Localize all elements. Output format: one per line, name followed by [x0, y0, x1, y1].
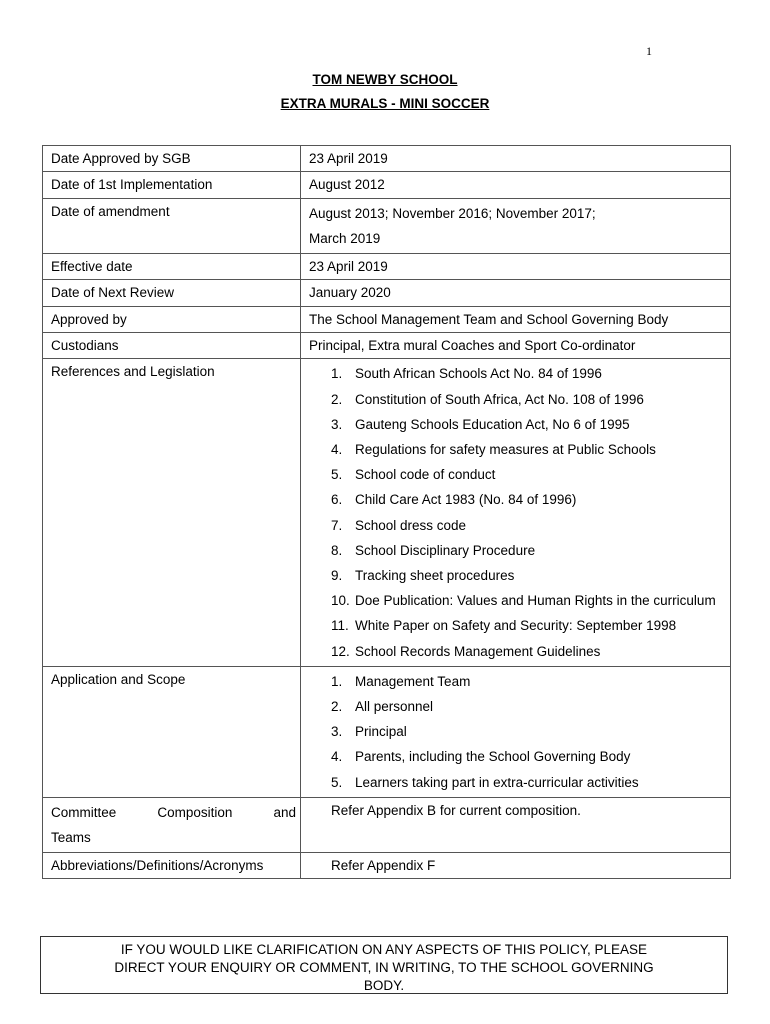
application-list	[309, 669, 730, 795]
list-item-text: Child Care Act 1983 (No. 84 of 1996)	[355, 492, 577, 508]
list-number-text: 1.	[331, 366, 343, 382]
list-number-text: 4.	[331, 749, 343, 765]
list-item	[309, 361, 730, 386]
row-label: References and Legislation	[43, 359, 301, 666]
row-label: Effective date	[43, 253, 301, 279]
table-row	[43, 852, 731, 878]
list-item-text: White Paper on Safety and Security: September 1998	[355, 618, 677, 634]
list-item	[309, 719, 730, 744]
table-row	[43, 280, 731, 306]
row-label: Abbreviations/Definitions/Acronyms	[43, 852, 301, 878]
row-value: 23 April 2019	[301, 253, 731, 279]
school-title: TOM NEWBY SCHOOL	[312, 72, 458, 87]
list-item-text: School Records Management Guidelines	[355, 643, 601, 659]
list-item-text: Gauteng Schools Education Act, No 6 of 1995	[355, 416, 630, 432]
list-number-text: 2.	[331, 391, 343, 407]
policy-subtitle: EXTRA MURALS - MINI SOCCER	[280, 96, 490, 111]
table-row	[43, 797, 731, 852]
list-item-text: School dress code	[355, 517, 467, 533]
row-value: January 2020	[301, 280, 731, 306]
list-item-text: All personnel	[355, 699, 434, 715]
abbreviations-value: Refer Appendix F	[331, 857, 436, 873]
row-value	[301, 198, 731, 253]
list-item	[309, 437, 730, 462]
list-item-number	[309, 437, 355, 462]
list-item	[309, 462, 730, 487]
row-label: Date of Next Review	[43, 280, 301, 306]
row-value: August 2012	[301, 172, 731, 198]
list-item	[309, 487, 730, 512]
list-item-text: Doe Publication: Values and Human Rights in the curriculum	[355, 593, 716, 609]
row-label: Date of 1st Implementation	[43, 172, 301, 198]
list-item-number	[309, 538, 355, 563]
list-item-number	[309, 513, 355, 538]
notice-line: IF YOU WOULD LIKE CLARIFICATION ON ANY ASPECTS OF THIS POLICY, PLEASE	[120, 942, 648, 957]
row-value	[301, 797, 731, 852]
list-number-text: 3.	[331, 416, 343, 432]
row-label: Application and Scope	[43, 666, 301, 797]
table-row	[43, 333, 731, 359]
list-item	[309, 694, 730, 719]
page-number: 1	[646, 44, 652, 58]
list-item-text: Regulations for safety measures at Public Schools	[355, 442, 656, 458]
list-item	[309, 538, 730, 563]
list-number-text: 6.	[331, 492, 343, 508]
list-item-text: Learners taking part in extra-curricular activities	[355, 774, 639, 790]
list-item	[309, 744, 730, 769]
list-item	[309, 513, 730, 538]
list-number-text: 3.	[331, 724, 343, 740]
list-number-text: 4.	[331, 442, 343, 458]
references-list	[309, 361, 730, 663]
list-number-text: 10.	[331, 593, 350, 609]
list-item-number	[309, 770, 355, 795]
list-item-text: School Disciplinary Procedure	[355, 542, 536, 558]
list-item	[309, 639, 730, 664]
list-item-number	[309, 462, 355, 487]
row-label	[43, 797, 301, 852]
table-row	[43, 172, 731, 198]
list-item-number	[309, 719, 355, 744]
committee-label-line2: Teams	[51, 829, 91, 845]
row-label: Approved by	[43, 306, 301, 332]
row-label: Custodians	[43, 333, 301, 359]
label-word: Composition	[157, 804, 233, 820]
table-row	[43, 198, 731, 253]
list-item	[309, 588, 730, 613]
list-item-number	[309, 563, 355, 588]
list-item-text: Principal	[355, 724, 407, 740]
list-number-text: 11.	[331, 618, 349, 634]
table-row	[43, 666, 731, 797]
list-item	[309, 387, 730, 412]
list-number-text: 12.	[331, 643, 350, 659]
list-item-number	[309, 412, 355, 437]
list-number-text: 8.	[331, 542, 343, 558]
row-value: 23 April 2019	[301, 146, 731, 172]
row-value	[301, 359, 731, 666]
list-item-number	[309, 387, 355, 412]
list-item-number	[309, 639, 355, 664]
list-item	[309, 613, 730, 638]
list-item-number	[309, 588, 355, 613]
list-number-text: 5.	[331, 774, 343, 790]
list-item-text: South African Schools Act No. 84 of 1996	[355, 366, 602, 382]
list-item-number	[309, 487, 355, 512]
list-item	[309, 770, 730, 795]
list-item-number	[309, 694, 355, 719]
list-number-text: 9.	[331, 568, 343, 584]
clarification-notice	[40, 936, 728, 994]
list-number-text: 1.	[331, 673, 343, 689]
notice-line: BODY.	[363, 978, 405, 993]
list-item	[309, 563, 730, 588]
list-item-text: Parents, including the School Governing Body	[355, 749, 631, 765]
list-number-text: 2.	[331, 699, 343, 715]
label-word: and	[273, 804, 296, 820]
list-item-number	[309, 613, 355, 638]
list-item-text: Management Team	[355, 673, 471, 689]
row-value: The School Management Team and School Governing Body	[301, 306, 731, 332]
table-row	[43, 253, 731, 279]
notice-line: DIRECT YOUR ENQUIRY OR COMMENT, IN WRITING, TO THE SCHOOL GOVERNING	[114, 960, 654, 975]
amendment-dates-line1: August 2013; November 2016; November 2017;	[309, 205, 596, 221]
amendment-dates-line2: March 2019	[309, 230, 381, 246]
list-item	[309, 412, 730, 437]
table-row	[43, 359, 731, 666]
list-item-text: School code of conduct	[355, 467, 496, 483]
list-number-text: 7.	[331, 517, 343, 533]
row-value	[301, 666, 731, 797]
label-word: Committee	[51, 804, 117, 820]
row-value	[301, 852, 731, 878]
committee-label-line1	[51, 800, 300, 825]
list-item-number	[309, 744, 355, 769]
committee-value: Refer Appendix B for current composition.	[331, 802, 581, 818]
table-row	[43, 306, 731, 332]
row-value: Principal, Extra mural Coaches and Sport Co-ordinator	[301, 333, 731, 359]
list-item-text: Constitution of South Africa, Act No. 108 of 1996	[355, 391, 644, 407]
policy-info-table	[42, 145, 731, 879]
table-row	[43, 146, 731, 172]
list-item-number	[309, 361, 355, 386]
row-label: Date Approved by SGB	[43, 146, 301, 172]
row-label: Date of amendment	[43, 198, 301, 253]
list-item	[309, 669, 730, 694]
list-item-text: Tracking sheet procedures	[355, 568, 515, 584]
list-item-number	[309, 669, 355, 694]
list-number-text: 5.	[331, 467, 343, 483]
